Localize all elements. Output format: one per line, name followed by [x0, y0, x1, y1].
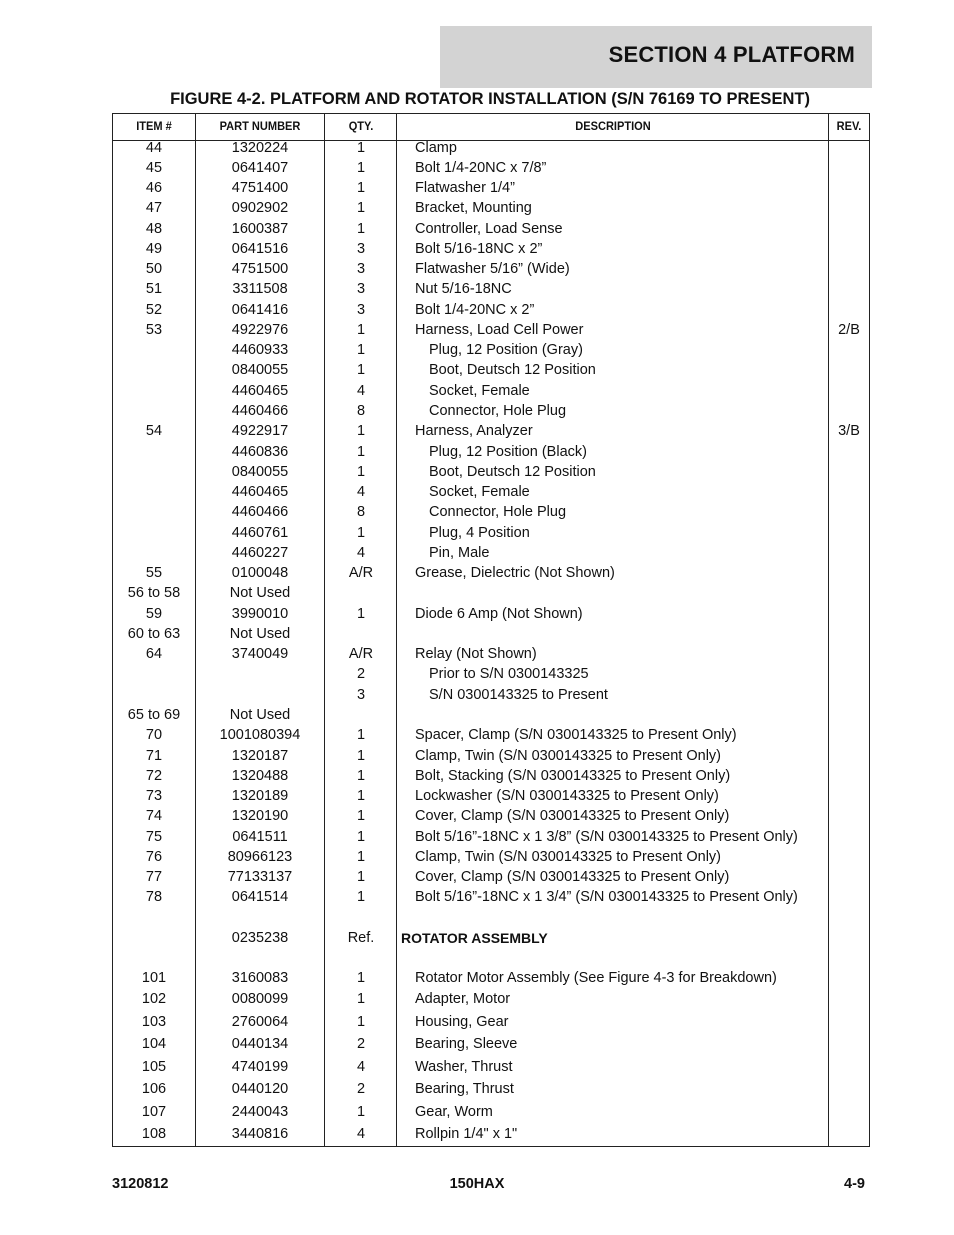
parts-table	[112, 113, 870, 1147]
item-cell: 46	[145, 180, 163, 196]
column-header-qty: QTY.	[348, 119, 374, 133]
table-row	[113, 583, 869, 603]
qty-cell: 1	[356, 180, 366, 196]
description-cell: Rotator Motor Assembly (See Figure 4-3 for Breakdown)	[415, 970, 777, 986]
item-cell: 77	[145, 869, 163, 885]
item-cell: 74	[145, 808, 163, 824]
table-row	[113, 421, 869, 441]
part-number-cell: 4460466	[231, 504, 289, 520]
qty-cell: 4	[356, 484, 366, 500]
qty-cell: 1	[356, 849, 366, 865]
qty-cell: 1	[356, 788, 366, 804]
part-number-cell: 0840055	[231, 362, 289, 378]
item-cell: 49	[145, 241, 163, 257]
table-row	[113, 462, 869, 482]
table-row	[113, 644, 869, 664]
table-row	[113, 482, 869, 502]
table-row	[113, 1102, 869, 1122]
part-number-cell: 4460761	[231, 525, 289, 541]
table-row	[113, 705, 869, 725]
description-cell: Socket, Female	[429, 383, 530, 399]
description-cell: Nut 5/16-18NC	[415, 281, 512, 297]
part-number-cell: 1320187	[231, 748, 289, 764]
table-row	[113, 381, 869, 401]
description-cell: Boot, Deutsch 12 Position	[429, 464, 596, 480]
item-cell: 75	[145, 829, 163, 845]
description-cell: Bolt 5/16”-18NC x 1 3/4” (S/N 0300143325 to Present Only)	[415, 889, 798, 905]
table-row	[113, 786, 869, 806]
part-number-cell: 4460227	[231, 545, 289, 561]
description-cell: Bolt 5/16”-18NC x 1 3/8” (S/N 0300143325 to Present Only)	[415, 829, 798, 845]
table-row	[113, 523, 869, 543]
qty-cell: 1	[356, 869, 366, 885]
part-number-cell: 3740049	[231, 646, 289, 662]
item-cell: 71	[145, 748, 163, 764]
qty-cell: 3	[356, 261, 366, 277]
table-row	[113, 604, 869, 624]
part-number-cell: 0080099	[231, 991, 289, 1007]
description-cell: Harness, Analyzer	[415, 423, 533, 439]
description-cell: Harness, Load Cell Power	[415, 322, 584, 338]
qty-cell: 4	[356, 1126, 366, 1142]
section-title: SECTION 4 PLATFORM	[608, 42, 855, 67]
description-cell: Washer, Thrust	[415, 1059, 513, 1075]
description-cell: Bolt 1/4-20NC x 7/8”	[415, 160, 547, 176]
item-cell: 101	[141, 970, 167, 986]
qty-cell: Ref.	[347, 930, 375, 946]
item-cell: 65 to 69	[127, 707, 181, 723]
footer-page-number: 4-9	[844, 1176, 865, 1192]
item-cell: 52	[145, 302, 163, 318]
part-number-cell: 0641514	[231, 889, 289, 905]
qty-cell: 1	[356, 748, 366, 764]
part-number-cell: 4922917	[231, 423, 289, 439]
table-row	[113, 806, 869, 826]
part-number-cell: 0641516	[231, 241, 289, 257]
item-cell: 60 to 63	[127, 626, 181, 642]
part-number-cell: 1320488	[231, 768, 289, 784]
table-row	[113, 158, 869, 178]
item-cell: 59	[145, 606, 163, 622]
item-cell: 47	[145, 200, 163, 216]
item-cell: 45	[145, 160, 163, 176]
part-number-cell: 3990010	[231, 606, 289, 622]
part-number-cell: 3160083	[231, 970, 289, 986]
qty-cell: 1	[356, 1014, 366, 1030]
part-number-cell: Not Used	[229, 585, 291, 601]
part-number-cell: 0440134	[231, 1036, 289, 1052]
part-number-cell: 0641416	[231, 302, 289, 318]
item-cell: 102	[141, 991, 167, 1007]
table-row	[113, 1124, 869, 1144]
qty-cell: 8	[356, 403, 366, 419]
part-number-cell: 1320189	[231, 788, 289, 804]
part-number-cell: 4460466	[231, 403, 289, 419]
qty-cell: 1	[356, 829, 366, 845]
description-cell: Adapter, Motor	[415, 991, 511, 1007]
description-cell: Gear, Worm	[415, 1104, 493, 1120]
item-cell: 106	[141, 1081, 167, 1097]
table-row	[113, 360, 869, 380]
part-number-cell: 4751500	[231, 261, 289, 277]
part-number-cell: 4460836	[231, 444, 289, 460]
description-cell: Spacer, Clamp (S/N 0300143325 to Present Only)	[415, 727, 737, 743]
item-cell: 53	[145, 322, 163, 338]
part-number-cell: 0100048	[231, 565, 289, 581]
description-cell: Bolt 1/4-20NC x 2”	[415, 302, 535, 318]
table-row	[113, 1034, 869, 1054]
table-row	[113, 1012, 869, 1032]
qty-cell: 2	[356, 1081, 366, 1097]
rev-cell: 2/B	[838, 322, 860, 338]
qty-cell: 1	[356, 525, 366, 541]
qty-cell: 1	[356, 444, 366, 460]
table-row	[113, 989, 869, 1009]
table-row	[113, 725, 869, 745]
table-row	[113, 746, 869, 766]
qty-cell: 1	[356, 606, 366, 622]
description-cell: Lockwasher (S/N 0300143325 to Present Only)	[415, 788, 719, 804]
table-row	[113, 442, 869, 462]
column-header-description: DESCRIPTION	[575, 119, 651, 133]
qty-cell: 1	[356, 970, 366, 986]
table-row	[113, 300, 869, 320]
description-cell: Plug, 12 Position (Black)	[429, 444, 587, 460]
part-number-cell: 0641407	[231, 160, 289, 176]
part-number-cell: 4460465	[231, 484, 289, 500]
description-cell: Plug, 4 Position	[429, 525, 530, 541]
qty-cell: 1	[356, 362, 366, 378]
qty-cell: 1	[356, 140, 366, 156]
part-number-cell: 4922976	[231, 322, 289, 338]
qty-cell: 4	[356, 383, 366, 399]
qty-cell: 3	[356, 241, 366, 257]
footer-model: 150HAX	[449, 1176, 505, 1192]
table-row	[113, 766, 869, 786]
part-number-cell: 1600387	[231, 221, 289, 237]
table-row	[113, 928, 869, 948]
description-cell: Plug, 12 Position (Gray)	[429, 342, 583, 358]
part-number-cell: 0840055	[231, 464, 289, 480]
table-row	[113, 401, 869, 421]
table-row	[113, 563, 869, 583]
part-number-cell: 3440816	[231, 1126, 289, 1142]
description-cell: Bolt 5/16-18NC x 2”	[415, 241, 543, 257]
table-row	[113, 279, 869, 299]
column-header-item: ITEM #	[136, 119, 172, 133]
qty-cell: A/R	[348, 646, 374, 662]
item-cell: 104	[141, 1036, 167, 1052]
qty-cell: 1	[356, 1104, 366, 1120]
item-cell: 107	[141, 1104, 167, 1120]
rev-cell: 3/B	[838, 423, 860, 439]
qty-cell: 2	[356, 666, 366, 682]
part-number-cell: 2760064	[231, 1014, 289, 1030]
qty-cell: 3	[356, 302, 366, 318]
table-row	[113, 340, 869, 360]
part-number-cell: 4751400	[231, 180, 289, 196]
description-cell: Prior to S/N 0300143325	[429, 666, 589, 682]
part-number-cell: Not Used	[229, 707, 291, 723]
table-row	[113, 847, 869, 867]
description-cell: Bearing, Thrust	[415, 1081, 514, 1097]
description-cell: Grease, Dielectric (Not Shown)	[415, 565, 615, 581]
description-cell: S/N 0300143325 to Present	[429, 687, 608, 703]
description-cell: Clamp	[415, 140, 457, 156]
description-cell: Cover, Clamp (S/N 0300143325 to Present Only)	[415, 869, 730, 885]
item-cell: 48	[145, 221, 163, 237]
qty-cell: 1	[356, 342, 366, 358]
description-cell: Controller, Load Sense	[415, 221, 563, 237]
part-number-cell: 0902902	[231, 200, 289, 216]
table-row	[113, 138, 869, 158]
description-cell: Clamp, Twin (S/N 0300143325 to Present Only)	[415, 748, 722, 764]
qty-cell: 1	[356, 727, 366, 743]
section-header-box	[440, 26, 872, 88]
description-cell: Rollpin 1/4" x 1"	[415, 1126, 518, 1142]
part-number-cell: 1320224	[231, 140, 289, 156]
item-cell: 78	[145, 889, 163, 905]
table-row	[113, 259, 869, 279]
description-cell: Relay (Not Shown)	[415, 646, 537, 662]
qty-cell: 1	[356, 221, 366, 237]
part-number-cell: 1320190	[231, 808, 289, 824]
table-row	[113, 887, 869, 907]
description-cell: Flatwasher 5/16” (Wide)	[415, 261, 570, 277]
description-cell: Cover, Clamp (S/N 0300143325 to Present Only)	[415, 808, 730, 824]
description-cell: Clamp, Twin (S/N 0300143325 to Present Only)	[415, 849, 722, 865]
part-number-cell: 0641511	[232, 829, 288, 845]
part-number-cell: 77133137	[227, 869, 293, 885]
part-number-cell: 0440120	[231, 1081, 289, 1097]
part-number-cell: 0235238	[231, 930, 289, 946]
description-cell: Housing, Gear	[415, 1014, 509, 1030]
description-cell: Bearing, Sleeve	[415, 1036, 518, 1052]
description-cell: Bolt, Stacking (S/N 0300143325 to Present Only)	[415, 768, 731, 784]
column-header-rev: REV.	[836, 119, 862, 133]
figure-title: FIGURE 4-2. PLATFORM AND ROTATOR INSTALLATION (S/N 76169 TO PRESENT)	[170, 90, 810, 108]
qty-cell: 1	[356, 991, 366, 1007]
item-cell: 50	[145, 261, 163, 277]
qty-cell: 3	[356, 687, 366, 703]
item-cell: 70	[145, 727, 163, 743]
table-row	[113, 685, 869, 705]
table-row	[113, 543, 869, 563]
qty-cell: 1	[356, 464, 366, 480]
qty-cell: 1	[356, 768, 366, 784]
item-cell: 51	[145, 281, 163, 297]
description-cell: Connector, Hole Plug	[429, 504, 567, 520]
item-cell: 44	[145, 140, 163, 156]
description-cell: Flatwasher 1/4”	[415, 180, 515, 196]
description-cell: Connector, Hole Plug	[429, 403, 567, 419]
table-row	[113, 239, 869, 259]
table-row	[113, 320, 869, 340]
qty-cell: 2	[356, 1036, 366, 1052]
table-row	[113, 664, 869, 684]
item-cell: 76	[145, 849, 163, 865]
description-cell: ROTATOR ASSEMBLY	[401, 930, 548, 946]
description-cell: Diode 6 Amp (Not Shown)	[415, 606, 583, 622]
item-cell: 73	[145, 788, 163, 804]
table-row	[113, 178, 869, 198]
part-number-cell: 1001080394	[219, 727, 301, 743]
item-cell: 108	[141, 1126, 167, 1142]
item-cell: 105	[141, 1059, 167, 1075]
table-row	[113, 219, 869, 239]
qty-cell: 1	[356, 423, 366, 439]
part-number-cell: 4460933	[231, 342, 289, 358]
qty-cell: 1	[356, 200, 366, 216]
table-row	[113, 827, 869, 847]
item-cell: 64	[145, 646, 163, 662]
part-number-cell: 2440043	[231, 1104, 289, 1120]
table-row	[113, 198, 869, 218]
item-cell: 55	[145, 565, 163, 581]
table-row	[113, 624, 869, 644]
description-cell: Pin, Male	[429, 545, 490, 561]
item-cell: 56 to 58	[127, 585, 181, 601]
qty-cell: 4	[356, 1059, 366, 1075]
part-number-cell: 3311508	[232, 281, 288, 297]
description-cell: Bracket, Mounting	[415, 200, 532, 216]
item-cell: 103	[141, 1014, 167, 1030]
item-cell: 54	[145, 423, 163, 439]
table-row	[113, 502, 869, 522]
qty-cell: A/R	[348, 565, 374, 581]
description-cell: Boot, Deutsch 12 Position	[429, 362, 596, 378]
qty-cell: 1	[356, 889, 366, 905]
description-cell: Socket, Female	[429, 484, 530, 500]
part-number-cell: 80966123	[227, 849, 293, 865]
qty-cell: 4	[356, 545, 366, 561]
part-number-cell: Not Used	[229, 626, 291, 642]
table-row	[113, 968, 869, 988]
table-row	[113, 1079, 869, 1099]
footer-document-number: 3120812	[112, 1176, 169, 1192]
qty-cell: 1	[356, 808, 366, 824]
table-row	[113, 1057, 869, 1077]
column-header-part-number: PART NUMBER	[219, 119, 301, 133]
qty-cell: 3	[356, 281, 366, 297]
item-cell: 72	[145, 768, 163, 784]
part-number-cell: 4740199	[231, 1059, 289, 1075]
qty-cell: 8	[356, 504, 366, 520]
part-number-cell: 4460465	[231, 383, 289, 399]
qty-cell: 1	[356, 322, 366, 338]
qty-cell: 1	[356, 160, 366, 176]
table-row	[113, 867, 869, 887]
